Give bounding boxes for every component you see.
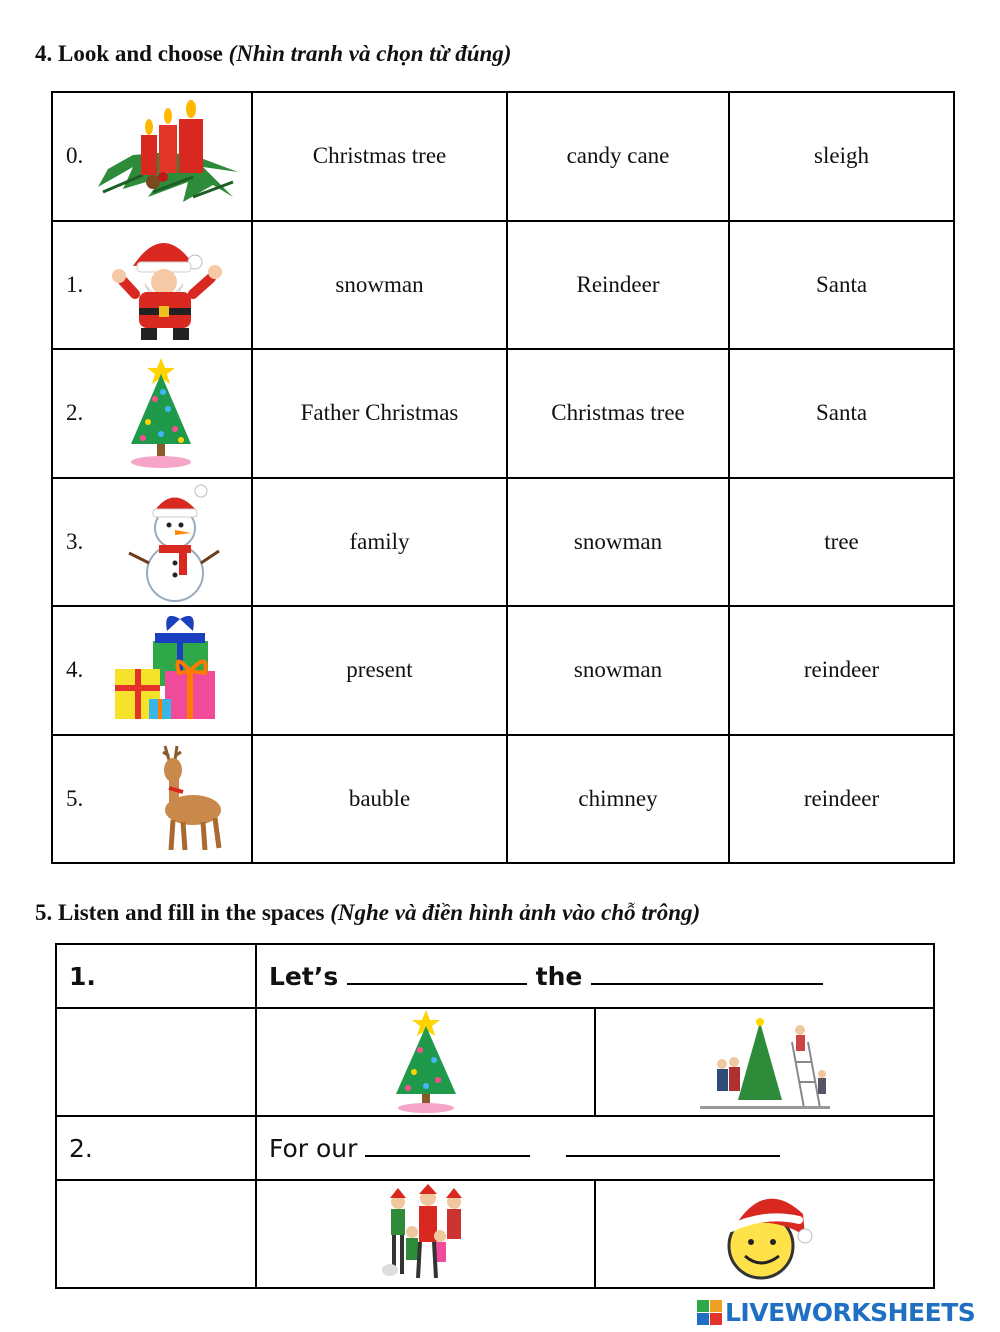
table-row [52,349,954,478]
image-choice-cell[interactable] [595,1180,934,1288]
table-row [52,606,954,735]
row-number: 0. [66,143,84,169]
option-cell[interactable]: Santa [729,221,954,350]
empty-cell [56,1008,256,1116]
image-choice-cell[interactable] [256,1180,595,1288]
section-4-title-vi: (Nhìn tranh và chọn từ đúng) [228,41,512,66]
option-cell[interactable]: Reindeer [507,221,729,350]
sentence-text: the [535,961,583,991]
christmas-candles-icon [93,97,243,212]
listen-and-fill-table [55,943,935,1289]
section-4-title: 4. Look and choose [35,41,223,66]
santa-claus-icon [93,226,243,344]
table-row [56,1180,934,1288]
option-cell[interactable]: snowman [507,478,729,607]
section-5-heading [35,900,700,926]
option-cell[interactable]: snowman [507,606,729,735]
look-and-choose-table [51,91,955,864]
section-4-heading [35,41,511,67]
option-cell[interactable]: reindeer [729,735,954,864]
option-cell[interactable]: present [252,606,507,735]
option-cell[interactable]: snowman [252,221,507,350]
table-row [52,221,954,350]
christmas-tree-icon [93,354,243,474]
presents-icon [93,611,243,731]
empty-cell [56,1180,256,1288]
picture-cell [52,478,252,607]
liveworksheets-logo-icon [697,1300,723,1326]
option-cell[interactable]: candy cane [507,92,729,221]
picture-cell [52,735,252,864]
reindeer-icon [93,740,243,860]
option-cell[interactable]: family [252,478,507,607]
table-row [56,1008,934,1116]
row-number: 3. [66,528,84,554]
image-choice-cell[interactable] [256,1008,595,1116]
option-cell[interactable]: reindeer [729,606,954,735]
section-5-title-vi: (Nghe và điền hình ảnh vào chỗ trông) [330,900,701,925]
item-number: 1. [56,944,256,1008]
answer-blank[interactable] [365,1139,530,1157]
christmas-tree-icon [386,1010,466,1114]
row-number: 1. [66,271,84,297]
option-cell[interactable]: sleigh [729,92,954,221]
family-icon [376,1184,476,1284]
table-row [56,1116,934,1180]
answer-blank[interactable] [566,1139,780,1157]
picture-cell [52,221,252,350]
option-cell[interactable]: Father Christmas [252,349,507,478]
option-cell[interactable]: Christmas tree [507,349,729,478]
option-cell[interactable]: bauble [252,735,507,864]
answer-blank[interactable] [591,967,823,985]
picture-cell [52,606,252,735]
answer-blank[interactable] [347,967,527,985]
option-cell[interactable]: Christmas tree [252,92,507,221]
people-decorating-tree-icon [700,1012,830,1112]
table-row [52,92,954,221]
table-row [52,735,954,864]
smiley-santa-hat-icon [715,1184,815,1284]
liveworksheets-logo [697,1298,995,1328]
picture-cell [52,92,252,221]
row-number: 5. [66,785,84,811]
sentence-text: For our [269,1133,358,1163]
snowman-icon [93,483,243,603]
sentence-cell [256,1116,934,1180]
sentence-text: Let’s [269,961,339,991]
item-number: 2. [56,1116,256,1180]
picture-cell [52,349,252,478]
logo-text: LIVEWORKSHEETS [725,1298,976,1327]
row-number: 4. [66,657,84,683]
option-cell[interactable]: chimney [507,735,729,864]
table-row [52,478,954,607]
row-number: 2. [66,400,84,426]
option-cell[interactable]: tree [729,478,954,607]
sentence-cell [256,944,934,1008]
table-row [56,944,934,1008]
section-5-title: 5. Listen and fill in the spaces [35,900,325,925]
image-choice-cell[interactable] [595,1008,934,1116]
option-cell[interactable]: Santa [729,349,954,478]
